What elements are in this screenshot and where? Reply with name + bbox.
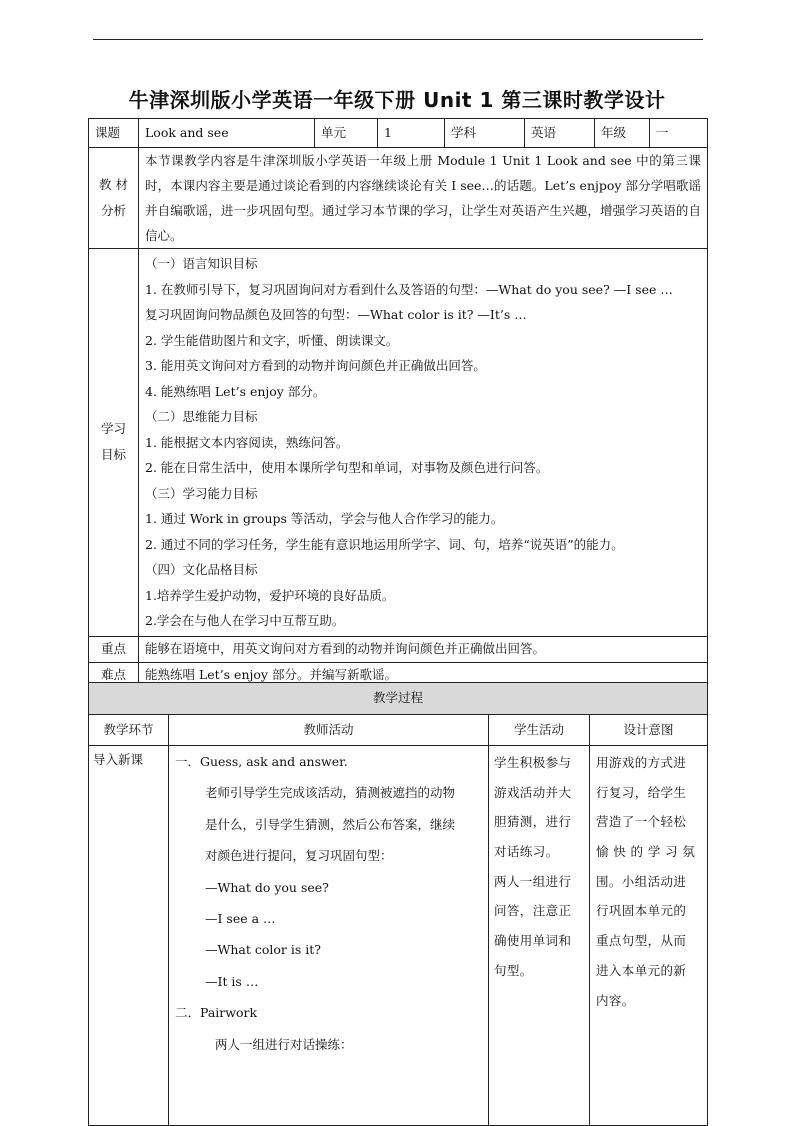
unit-value: 1	[378, 119, 445, 148]
grade-value: 一	[650, 119, 708, 148]
difficult-point-text: 能熟练唱 Let’s enjoy 部分。并编写新歌谣。	[139, 662, 708, 689]
teacher-line: —What do you see?	[205, 879, 329, 895]
teaching-process-table	[88, 682, 708, 1126]
topic-label: 课题	[89, 119, 139, 148]
student-line: 句型。	[494, 962, 533, 978]
goal-line: 1. 能根据文本内容阅读，熟练问答。	[145, 434, 349, 450]
intent-line: 内容。	[596, 992, 635, 1008]
intent-line: 营造了一个轻松	[596, 814, 687, 830]
teacher-line: 是什么，引导学生猜测，然后公布答案，继续	[205, 816, 456, 832]
goal-line: 2. 通过不同的学习任务，学生能有意识地运用所学字、词、句，培养“说英语”的能力。	[145, 536, 624, 552]
page-title: 牛津深圳版小学英语一年级下册 Unit 1 第三课时教学设计	[128, 88, 666, 112]
col-intent: 设计意图	[590, 715, 708, 746]
subject-label: 学科	[445, 119, 525, 148]
key-point-row	[89, 636, 708, 662]
goal-line: 4. 能熟练唱 Let’s enjoy 部分。	[145, 383, 326, 399]
stage-cell: 导入新课	[89, 746, 169, 1126]
intent-line: 行复习，给学生	[596, 784, 687, 800]
goal-line: 1. 在教师引导下，复习巩固询问对方看到什么及答语的句型：—What do you see? —I see …	[145, 281, 673, 297]
student-line: 对话练习。	[494, 844, 559, 860]
goals-label: 学习 目标	[89, 249, 139, 637]
teacher-line: 两人一组进行对话操练：	[215, 1036, 353, 1052]
teacher-line: —It is …	[205, 973, 259, 989]
goal-line: （三）学习能力目标	[145, 485, 258, 501]
goal-line: 2. 学生能借助图片和文字，听懂、朗读课文。	[145, 332, 399, 348]
lesson-info-table	[88, 118, 708, 690]
key-point-label: 重点	[89, 636, 139, 662]
student-line: 确使用单词和	[494, 933, 572, 949]
intent-line: 行巩固本单元的	[596, 903, 687, 919]
goals-content	[139, 249, 708, 637]
goals-row	[89, 249, 708, 637]
col-student: 学生活动	[489, 715, 590, 746]
goal-line: 2.学会在与他人在学习中互帮互助。	[145, 613, 345, 628]
student-line: 游戏活动并大	[494, 784, 572, 800]
intent-line: 围。小组活动进	[596, 873, 687, 889]
student-activity-cell	[489, 746, 590, 1126]
analysis-label: 教 材 分析	[89, 148, 139, 249]
goal-line: 2. 能在日常生活中，使用本课所学句型和单词，对事物及颜色进行问答。	[145, 460, 549, 475]
teacher-line: 对颜色进行提问，复习巩固句型：	[205, 848, 393, 864]
header-rule	[93, 39, 703, 40]
intent-line: 进入本单元的新	[596, 962, 687, 978]
design-intent-cell	[590, 746, 708, 1126]
goal-line: （一）语言知识目标	[145, 256, 258, 271]
teacher-line: —I see a …	[205, 910, 276, 926]
grade-label: 年级	[595, 119, 650, 148]
info-row	[89, 119, 708, 148]
difficult-point-label: 难点	[89, 662, 139, 689]
student-line: 胆猜测，进行	[494, 814, 572, 830]
intent-line: 重点句型，从而	[596, 933, 687, 949]
teacher-activity-cell	[169, 746, 489, 1126]
student-line: 学生积极参与	[494, 755, 572, 770]
col-teacher: 教师活动	[169, 715, 489, 746]
goal-line: （四）文化品格目标	[145, 562, 258, 577]
teacher-line: 一．Guess, ask and answer.	[175, 754, 348, 769]
process-header-row	[89, 715, 708, 746]
goal-line: 1.培养学生爱护动物，爱护环境的良好品质。	[145, 587, 395, 603]
goal-line: （二）思维能力目标	[145, 409, 258, 424]
topic-value: Look and see	[139, 119, 315, 148]
student-line: 两人一组进行	[494, 873, 572, 889]
teacher-line: 二．Pairwork	[175, 1005, 258, 1021]
student-line: 问答，注意正	[494, 903, 572, 919]
subject-value: 英语	[525, 119, 595, 148]
analysis-row	[89, 148, 708, 249]
goal-line: 1. 通过 Work in groups 等活动，学会与他人合作学习的能力。	[145, 511, 504, 526]
process-heading-row	[89, 683, 708, 715]
unit-label: 单元	[315, 119, 378, 148]
intent-line: 愉 快 的 学 习 氛	[596, 844, 696, 860]
teacher-line: —What color is it?	[205, 942, 321, 958]
goal-line: 3. 能用英文询问对方看到的动物并询问颜色并正确做出回答。	[145, 358, 486, 373]
analysis-text: 本节课教学内容是牛津深圳版小学英语一年级上册 Module 1 Unit 1 Look and see 中的第三课时，本课内容主要是通过谈论看到的内容继续谈论有关 I see…的话题。Let’s enjpoy 部分学唱歌谣并自编歌谣，进一步巩固句型。通过学习本节课的学习，让学生对英语产生兴趣，增强学习英语的自信心。	[139, 148, 708, 249]
intent-line: 用游戏的方式进	[596, 755, 687, 770]
key-point-text: 能够在语境中，用英文询问对方看到的动物并询问颜色并正确做出回答。	[139, 636, 708, 662]
process-body-row	[89, 746, 708, 1126]
teacher-line: 老师引导学生完成该活动，猜测被遮挡的动物	[205, 785, 456, 801]
col-stage: 教学环节	[89, 715, 169, 746]
goal-line: 复习巩固询问物品颜色及回答的句型：—What color is it? —It’s …	[145, 307, 527, 322]
process-heading: 教学过程	[89, 683, 708, 715]
